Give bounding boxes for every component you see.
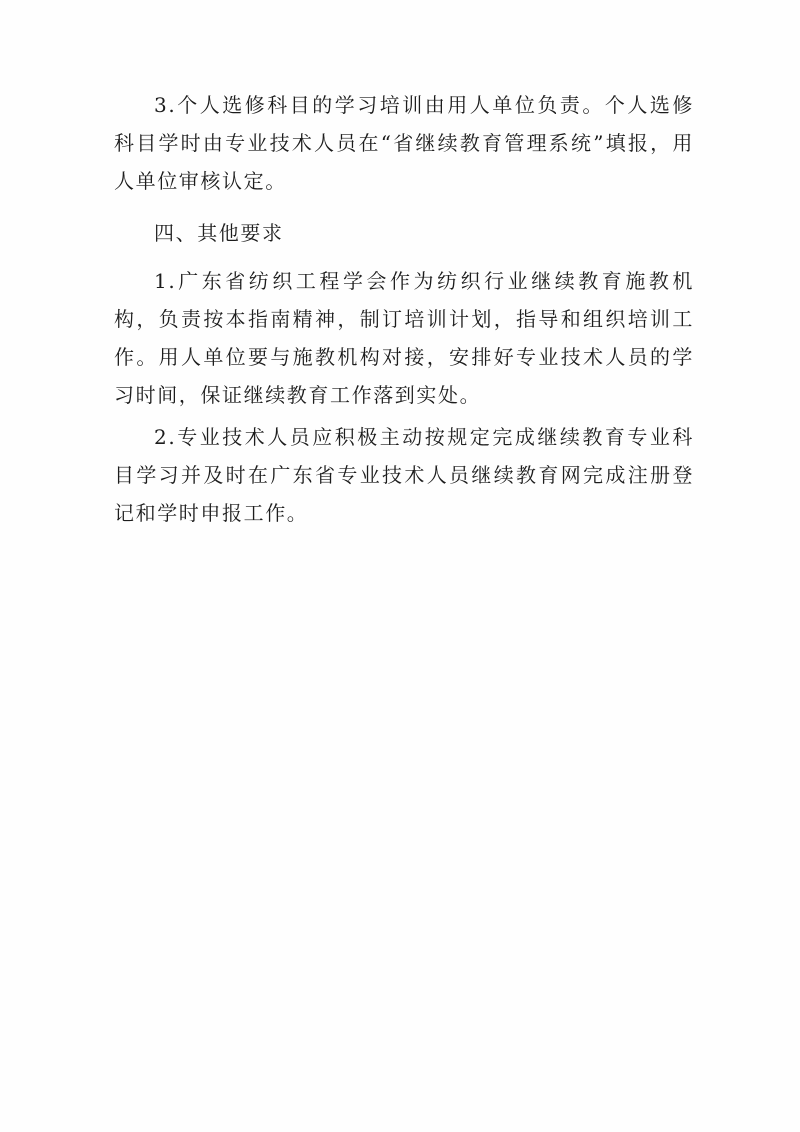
document-body [114,86,694,532]
section-heading-other-requirements: 四、其他要求 [154,221,284,245]
paragraph-item-2: 2.专业技术人员应积极主动按规定完成继续教育专业科目学习并及时在广东省专业技术人员继续教育网完成注册登记和学时申报工作。 [114,425,694,525]
paragraph-elective-training: 3.个人选修科目的学习培训由用人单位负责。个人选修科目学时由专业技术人员在“省继续教育管理系统”填报，用人单位审核认定。 [114,93,694,193]
paragraph-item-1: 1.广东省纺织工程学会作为纺织行业继续教育施教机构，负责按本指南精神，制订培训计划，指导和组织培训工作。用人单位要与施教机构对接，安排好专业技术人员的学习时间，保证继续教育工作落到实处。 [114,269,694,407]
